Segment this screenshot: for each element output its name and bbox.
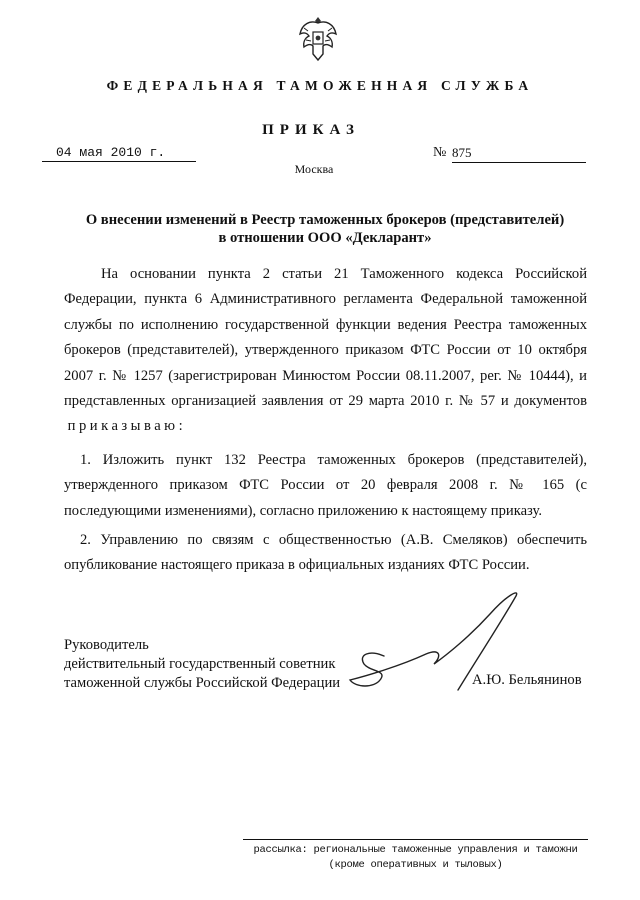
russian-coat-of-arms-icon	[296, 14, 340, 64]
order-verb: приказываю:	[67, 418, 187, 435]
order-subject	[40, 211, 610, 247]
position-line-3: таможенной службы Российской Федерации	[64, 675, 341, 691]
clause-2: 2. Управлению по связям с общественностью (А.В. Смеляков) обеспечить опубликование настоящего приказа в официальных изданиях ФТС России.	[64, 532, 587, 574]
order-city: Москва	[294, 162, 334, 176]
distribution-line-2: (кроме оперативных и тыловых)	[328, 859, 503, 871]
document-title: ПРИКАЗ	[262, 122, 360, 138]
agency-name: ФЕДЕРАЛЬНАЯ ТАМОЖЕННАЯ СЛУЖБА	[106, 78, 534, 93]
subject-line-1: О внесении изменений в Реестр таможенных брокеров (представителей)	[85, 212, 565, 228]
clause-1: 1. Изложить пункт 132 Реестра таможенных брокеров (представителей), утвержденного приказом ФТС России от 20 февраля 2008 г. № 165 (с последующими изменениями), согласно приложению к настоящему приказу.	[64, 452, 587, 519]
distribution-line-1: рассылка: региональные таможенные управления и таможни	[253, 844, 578, 856]
distribution-divider	[243, 839, 588, 840]
order-number-label: №	[433, 145, 447, 160]
distribution-list	[243, 843, 588, 873]
position-line-2: действительный государственный советник	[64, 656, 336, 672]
preamble-text: На основании пункта 2 статьи 21 Таможенного кодекса Российской Федерации, пункта 6 Административного регламента Федеральной таможенной службы по исполнению государственной функции ведения Реестра таможенных брокеров (представителей), утвержденного приказом ФТС России от 10 октября 2007 г. № 1257 (зарегистрирован Минюстом России 08.11.2007, рег. № 10444), и представленных организацией заявления от 29 марта 2010 г. № 57 и документов	[64, 266, 587, 410]
signatory-name: А.Ю. Бельянинов	[472, 672, 582, 688]
preamble-paragraph	[64, 262, 587, 440]
order-number: 875	[452, 146, 586, 163]
order-date: 04 мая 2010 г.	[42, 146, 196, 162]
signatory-position	[64, 636, 340, 693]
subject-line-2: в отношении ООО «Декларант»	[218, 230, 432, 246]
position-line-1: Руководитель	[64, 637, 149, 653]
